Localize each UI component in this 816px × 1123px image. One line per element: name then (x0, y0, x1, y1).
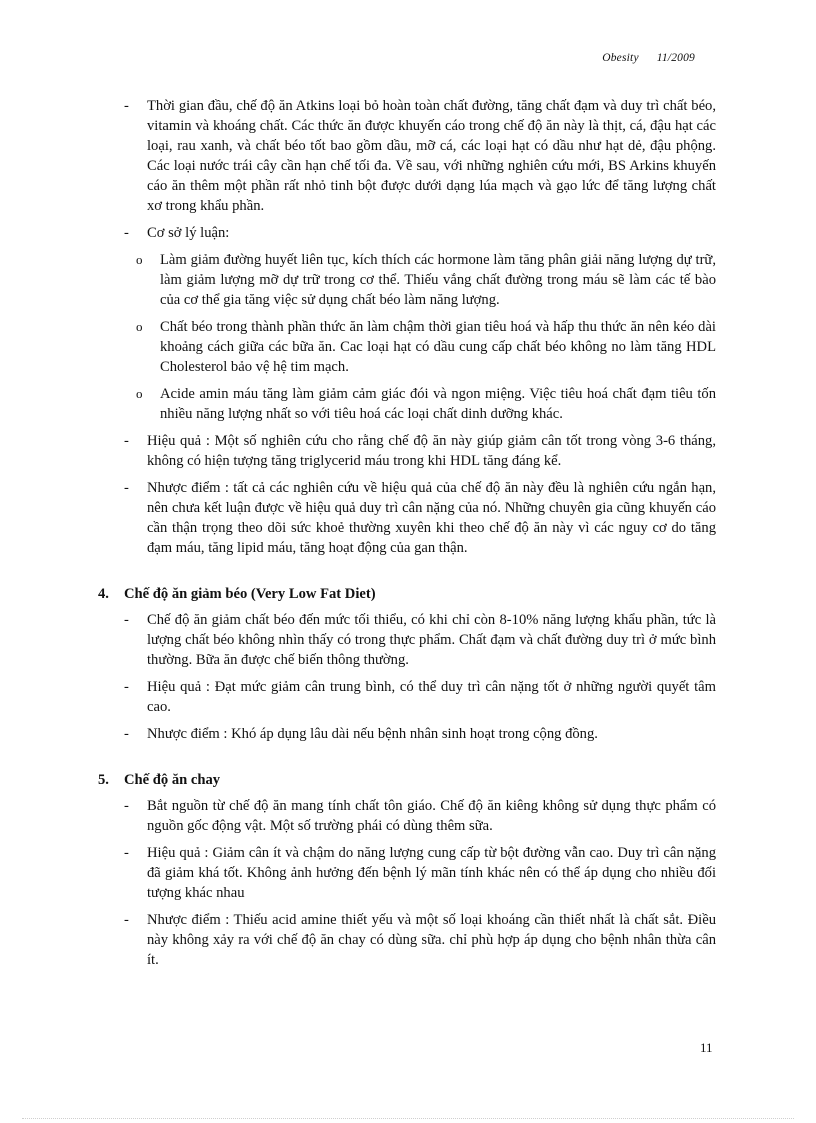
paragraph-text: Bắt nguồn từ chế độ ăn mang tính chất tôn giáo. Chế độ ăn kiêng không sử dụng thực phẩm có nguồn gốc động vật. Một số trường phái có dùng thêm sữa. (147, 798, 716, 834)
paragraph-text: Acide amin máu tăng làm giảm cảm giác đói và ngon miệng. Việc tiêu hoá chất đạm tiêu tốn nhiều năng lượng nhất so với tiêu hoá các loại chất dinh dưỡng khác. (160, 386, 716, 422)
section-heading (98, 584, 716, 604)
list-item (98, 431, 716, 471)
page-bottom-divider (22, 1118, 794, 1119)
paragraph-text: Chế độ ăn giảm chất béo đến mức tối thiểu, có khi chỉ còn 8-10% năng lượng khẩu phần, tức là lượng chất béo không nhìn thấy có trong thực phẩm. Chất đạm và chất đường duy trì ở mức bình thường. Bữa ăn được chế biến thông thường. (147, 612, 716, 668)
section-title-text: Chế độ ăn giảm béo (Very Low Fat Diet) (124, 586, 376, 602)
dash-bullet: - (124, 798, 129, 814)
paragraph-text: Hiệu quả : Một số nghiên cứu cho rằng chế độ ăn này giúp giảm cân tốt trong vòng 3-6 tháng, không có hiện tượng tăng triglycerid máu trong khi HDL tăng đáng kể. (147, 433, 716, 469)
section-number: 4. (98, 586, 109, 602)
page-number: 11 (700, 1040, 713, 1055)
circle-bullet: o (136, 252, 143, 267)
section-heading (98, 770, 716, 790)
list-item (98, 724, 716, 744)
section-title-text: Chế độ ăn chay (124, 772, 221, 788)
sub-list-item (98, 384, 716, 424)
list-item (98, 677, 716, 717)
paragraph-text: Hiệu quả : Giảm cân ít và chậm do năng lượng cung cấp từ bột đường vẫn cao. Duy trì cân nặng đã giảm khá tốt. Không ảnh hưởng đến bệnh lý mãn tính khác nên có thể áp dụng cho nhiều đối tượng khác nhau (147, 845, 716, 901)
list-item (98, 610, 716, 670)
sub-list-item (98, 250, 716, 310)
dash-bullet: - (124, 612, 129, 628)
page-header (602, 52, 695, 64)
section-number: 5. (98, 772, 109, 788)
list-item (98, 843, 716, 903)
list-item (98, 478, 716, 558)
paragraph-text: Hiệu quả : Đạt mức giảm cân trung bình, có thể duy trì cân nặng tốt ở những người quyết tâm cao. (147, 679, 716, 715)
sub-list-item (98, 317, 716, 377)
circle-bullet: o (136, 386, 143, 401)
header-date: 11/2009 (656, 52, 695, 64)
dash-bullet: - (124, 726, 129, 742)
paragraph-text: Nhược điểm : Thiếu acid amine thiết yếu và một số loại khoáng cần thiết nhất là chất sắt. Điều này không xảy ra với chế độ ăn chay có dùng sữa. chỉ phù hợp áp dụng cho bệnh nhân thừa cân ít. (147, 912, 716, 968)
paragraph-text: Cơ sở lý luận: (147, 225, 230, 241)
dash-bullet: - (124, 98, 129, 114)
paragraph-text: Nhược điểm : tất cả các nghiên cứu về hiệu quả của chế độ ăn này đều là nghiên cứu ngắn hạn, nên chưa kết luận được về hiệu quả duy trì cân nặng của nó. Những chuyên gia cũng khuyến cáo cần thận trọng theo dõi sức khoẻ thường xuyên khi theo chế độ ăn này vì các nguy cơ do tăng đạm máu, tăng lipid máu, tăng hoạt động của gan thận. (147, 480, 716, 556)
list-item (98, 223, 716, 243)
list-item (98, 96, 716, 216)
header-title: Obesity (602, 52, 639, 64)
dash-bullet: - (124, 480, 129, 496)
paragraph-text: Làm giảm đường huyết liên tục, kích thích các hormone làm tăng phân giải năng lượng dự trữ, làm giảm lượng mỡ dự trữ trong cơ thể. Thiếu vắng chất đường trong máu sẽ làm các tế bào của cơ thể gia tăng việc sử dụng chất béo làm năng lượng. (160, 252, 716, 308)
list-item (98, 796, 716, 836)
paragraph-text: Chất béo trong thành phần thức ăn làm chậm thời gian tiêu hoá và hấp thu thức ăn nên kéo dài khoảng cách giữa các bữa ăn. Cac loại hạt có dầu cung cấp chất béo không no làm tăng HDL Cholesterol bảo vệ hệ tim mạch. (160, 319, 716, 375)
dash-bullet: - (124, 225, 129, 241)
circle-bullet: o (136, 319, 143, 334)
paragraph-text: Thời gian đầu, chế độ ăn Atkins loại bỏ hoàn toàn chất đường, tăng chất đạm và duy trì chất béo, vitamin và khoáng chất. Các thức ăn được khuyến cáo trong chế độ ăn này là thịt, cá, đậu hạt các loại, rau xanh, và chất béo tốt bao gồm dầu, mỡ cá, các loại hạt có dầu như hạt dẻ, đậu phộng. Các loại nước trái cây cần hạn chế tối đa. Về sau, với những nghiên cứu mới, BS Arkins khuyến cáo ăn thêm một phần rất nhỏ tinh bột được dưới dạng lúa mạch và gạo lức để tăng lượng chất xơ trong khẩu phần. (147, 98, 716, 214)
dash-bullet: - (124, 912, 129, 928)
list-item (98, 910, 716, 970)
dash-bullet: - (124, 845, 129, 861)
dash-bullet: - (124, 433, 129, 449)
document-body (98, 96, 716, 977)
dash-bullet: - (124, 679, 129, 695)
paragraph-text: Nhược điểm : Khó áp dụng lâu dài nếu bệnh nhân sinh hoạt trong cộng đồng. (147, 726, 598, 742)
